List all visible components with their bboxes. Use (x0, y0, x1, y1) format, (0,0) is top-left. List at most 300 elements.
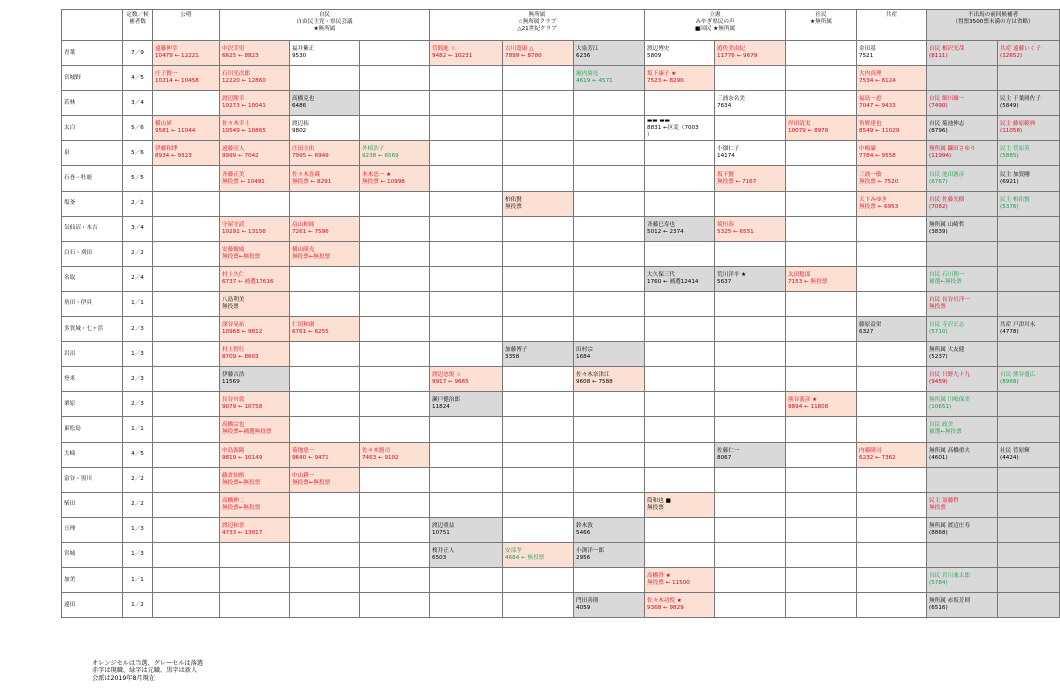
empty-cell (290, 567, 360, 592)
header-district (62, 10, 123, 41)
empty-cell (360, 367, 430, 392)
empty-cell (786, 467, 857, 492)
empty-cell (786, 91, 857, 116)
vote-count: (8111) (929, 53, 948, 60)
candidate-cell (290, 141, 360, 166)
candidate-cell (927, 467, 998, 492)
seat-count: 4／5 (123, 442, 153, 467)
seat-count: 2／3 (123, 367, 153, 392)
empty-cell (645, 241, 715, 266)
candidate-name-line (222, 172, 287, 179)
candidate-cell (998, 116, 1060, 141)
candidate-cell (998, 317, 1060, 342)
candidate-name-line (717, 222, 783, 229)
candidate-cell (998, 342, 1060, 367)
header-mushozoku: 無所属 ☆無所属クラブ △21世紀クラブ (430, 10, 645, 41)
seat-count: 2／2 (123, 492, 153, 517)
candidate-name: 自民 熊谷盛広 (1000, 372, 1036, 379)
candidate-cell (220, 266, 290, 291)
candidate-name: 天下みゆき (859, 196, 888, 203)
candidate-name: 伊藤和博 (155, 146, 178, 153)
candidate-cell (645, 266, 715, 291)
vote-line (292, 179, 357, 186)
candidate-cell (786, 116, 857, 141)
candidate-name-line (432, 372, 500, 379)
empty-cell (153, 542, 220, 567)
district-name: 塩釜 (62, 191, 123, 216)
candidate-name-line (222, 222, 287, 229)
empty-cell (430, 191, 503, 216)
header-shamin: 社民 ★無所属 (786, 10, 857, 41)
candidate-name: 大久保三代 (647, 271, 675, 278)
empty-cell (290, 291, 360, 316)
vote-count: 無投票 ← 10491 (222, 178, 265, 185)
candidate-cell (290, 166, 360, 191)
empty-cell (645, 367, 715, 392)
vote-count: (3839) (929, 228, 948, 235)
candidate-name-line (647, 498, 712, 505)
empty-cell (430, 317, 503, 342)
vote-line (929, 530, 995, 537)
vote-count: (5784) (929, 580, 948, 587)
vote-line (222, 103, 287, 110)
candidate-cell (574, 517, 645, 542)
candidate-cell (998, 141, 1060, 166)
empty-cell (645, 442, 715, 467)
candidate-cell (290, 467, 360, 492)
candidate-name: 伊藤吉浩 (222, 372, 245, 379)
vote-count: 無投票 (929, 303, 946, 310)
candidate-cell (645, 492, 715, 517)
empty-cell (715, 191, 786, 216)
empty-cell (430, 442, 503, 467)
candidate-name: 長谷川敦 (222, 397, 245, 404)
empty-cell (786, 417, 857, 442)
empty-cell (574, 291, 645, 316)
candidate-name: 渡辺博史 (647, 46, 670, 53)
vote-line (647, 78, 712, 85)
candidate-name-line (362, 146, 427, 153)
candidate-cell (220, 41, 290, 66)
candidate-name: 本木忠一 ★ (362, 171, 392, 178)
candidate-name-line (647, 222, 712, 229)
candidate-name: 大泉芳江 (576, 46, 599, 53)
vote-count: (11058) (1000, 128, 1023, 135)
candidate-name-line (155, 146, 217, 153)
candidate-name: 菅間進 ☆ (432, 46, 456, 53)
seat-count: 1／2 (123, 593, 153, 618)
vote-count: (5710) (929, 329, 948, 336)
vote-line (222, 354, 287, 361)
candidate-name-line (432, 46, 500, 53)
district-name: 宮城 (62, 542, 123, 567)
candidate-name-line (222, 397, 287, 404)
candidate-cell (290, 241, 360, 266)
empty-cell (857, 492, 927, 517)
empty-cell (645, 191, 715, 216)
vote-count: 6737 ← 補選17616 (222, 278, 274, 285)
empty-cell (857, 392, 927, 417)
empty-cell (290, 342, 360, 367)
candidate-cell (998, 467, 1060, 492)
candidate-name-line (292, 172, 357, 179)
vote-line (859, 204, 924, 211)
vote-count: 無投票←補選無投票 (222, 429, 272, 436)
empty-cell (574, 467, 645, 492)
empty-cell (360, 517, 430, 542)
candidate-cell (290, 116, 360, 141)
vote-count: 6625 ← 8823 (222, 53, 259, 60)
vote-line (576, 379, 642, 386)
empty-cell (430, 266, 503, 291)
empty-cell (574, 216, 645, 241)
candidate-cell (927, 442, 998, 467)
candidate-name: 外崎浩子 (362, 146, 385, 153)
vote-line (717, 229, 783, 236)
vote-count: 5466 (576, 529, 591, 536)
empty-cell (430, 342, 503, 367)
empty-cell (574, 191, 645, 216)
empty-cell (430, 291, 503, 316)
district-row (62, 216, 1060, 241)
empty-cell (153, 417, 220, 442)
candidate-name-line (788, 397, 854, 404)
empty-cell (857, 367, 927, 392)
candidate-cell (927, 91, 998, 116)
candidate-cell (998, 91, 1060, 116)
candidate-name-line (929, 146, 995, 153)
candidate-name: 自民 相沢光哉 (929, 46, 965, 53)
district-name: 大崎 (62, 442, 123, 467)
candidate-name: 共産 戸津川永 (1000, 322, 1036, 329)
candidate-name: 斉藤正美 (222, 171, 245, 178)
vote-line (1000, 103, 1057, 110)
vote-line (647, 580, 712, 587)
empty-cell (503, 66, 574, 91)
vote-line (647, 229, 712, 236)
empty-cell (857, 266, 927, 291)
empty-cell (715, 417, 786, 442)
empty-cell (360, 291, 430, 316)
candidate-name-line (292, 247, 357, 254)
seat-count: 5／5 (123, 166, 153, 191)
vote-count: 10079 ← 8978 (788, 128, 829, 135)
empty-cell (503, 467, 574, 492)
vote-line (222, 254, 287, 261)
vote-line (155, 78, 217, 85)
candidate-name-line (292, 448, 357, 455)
empty-cell (220, 542, 290, 567)
candidate-name: 金田基 (859, 46, 876, 53)
candidate-cell (645, 216, 715, 241)
candidate-name-line (505, 548, 571, 555)
candidate-name: 民主 須藤哲 (929, 497, 959, 504)
vote-count: (4778) (1000, 329, 1019, 336)
empty-cell (574, 166, 645, 191)
vote-count: 9581 ← 11044 (155, 128, 196, 135)
seat-count: 1／1 (123, 291, 153, 316)
district-row (62, 442, 1060, 467)
vote-line (859, 78, 924, 85)
empty-cell (153, 291, 220, 316)
vote-line (505, 555, 571, 562)
empty-cell (786, 66, 857, 91)
empty-cell (503, 291, 574, 316)
vote-count: 11824 (432, 404, 450, 411)
candidate-cell (857, 191, 927, 216)
seat-count: 1／1 (123, 567, 153, 592)
vote-line (717, 179, 783, 186)
candidate-name-line (717, 172, 783, 179)
candidate-name: 筒和也 ■ (647, 497, 671, 504)
vote-line (929, 128, 995, 135)
candidate-cell (290, 41, 360, 66)
header-kyosan: 共産 (857, 10, 927, 41)
empty-cell (786, 317, 857, 342)
candidate-name-line (155, 71, 217, 78)
empty-cell (503, 593, 574, 618)
candidate-cell (927, 191, 998, 216)
district-name: 石巻・牡鹿 (62, 166, 123, 191)
candidate-name: 菊地恵一 (292, 447, 315, 454)
seat-count: 2／2 (123, 467, 153, 492)
empty-cell (857, 216, 927, 241)
empty-cell (360, 241, 430, 266)
empty-cell (290, 266, 360, 291)
candidate-cell (998, 492, 1060, 517)
seat-count: 1／3 (123, 542, 153, 567)
candidate-cell (998, 241, 1060, 266)
candidate-name-line (222, 121, 287, 128)
candidate-name-line (222, 297, 287, 304)
vote-line (859, 128, 924, 135)
candidate-name-line (647, 573, 712, 580)
empty-cell (574, 91, 645, 116)
candidate-name: 吉川寛康 △ (505, 46, 534, 53)
candidate-cell (786, 392, 857, 417)
district-row (62, 291, 1060, 316)
vote-line (859, 53, 924, 60)
candidate-cell (220, 166, 290, 191)
empty-cell (360, 392, 430, 417)
candidate-name: 社民 菅原輝 (1000, 447, 1030, 454)
candidate-name-line (929, 272, 995, 279)
vote-line (1000, 204, 1057, 211)
vote-count: 7899 ← 8780 (505, 53, 542, 60)
candidate-name: 無所属 川嶋保美 (929, 397, 970, 404)
candidate-cell (857, 141, 927, 166)
candidate-name-line (222, 71, 287, 78)
header-komei: 公明 (153, 10, 220, 41)
candidate-name: 渡辺重益 (432, 522, 455, 529)
district-name: 気仙沼・本吉 (62, 216, 123, 241)
empty-cell (430, 492, 503, 517)
candidate-name-line (859, 197, 924, 204)
empty-cell (503, 241, 574, 266)
vote-line (576, 53, 642, 60)
candidate-name-line (505, 197, 571, 204)
vote-count: 補選←無投票 (929, 429, 962, 436)
candidate-name-line (222, 146, 287, 153)
results-table (61, 9, 1060, 618)
district-name: 名取 (62, 266, 123, 291)
vote-count: (7490) (929, 103, 948, 110)
candidate-name-line (576, 372, 642, 379)
empty-cell (645, 291, 715, 316)
district-name: 亘理 (62, 517, 123, 542)
vote-count: 無投票 ← 6953 (859, 203, 899, 210)
empty-cell (360, 191, 430, 216)
candidate-name-line (222, 448, 287, 455)
empty-cell (503, 216, 574, 241)
candidate-name: 福島一恵 (859, 96, 882, 103)
candidate-name-line (292, 322, 357, 329)
candidate-cell (927, 166, 998, 191)
vote-count: 7634 (717, 103, 732, 110)
candidate-name: 横山昇 (155, 121, 172, 128)
candidate-cell (220, 442, 290, 467)
candidate-name: 自民 政美 (929, 422, 954, 429)
empty-cell (220, 593, 290, 618)
candidate-cell (574, 367, 645, 392)
empty-cell (645, 542, 715, 567)
vote-count: (4601) (929, 454, 948, 461)
candidate-cell (153, 41, 220, 66)
empty-cell (153, 467, 220, 492)
candidate-name-line (292, 96, 357, 103)
candidate-name: 八島利美 (222, 296, 245, 303)
empty-cell (503, 442, 574, 467)
candidate-name-line (929, 372, 995, 379)
candidate-name-line (929, 448, 995, 455)
vote-line (929, 229, 995, 236)
candidate-cell (998, 266, 1060, 291)
candidate-cell (927, 241, 998, 266)
vote-count: 7534 ← 8124 (859, 78, 896, 85)
candidate-name-line (292, 46, 357, 53)
candidate-name: 坂下賢 (717, 171, 734, 178)
empty-cell (430, 66, 503, 91)
candidate-name: 中沢幸男 (222, 46, 245, 53)
empty-cell (290, 191, 360, 216)
candidate-cell (857, 91, 927, 116)
candidate-name-line (717, 46, 783, 53)
vote-count: 9530 (292, 53, 307, 60)
footer-note-3: 会派は2019年8月現在 (92, 674, 155, 682)
candidate-cell (220, 141, 290, 166)
empty-cell (503, 417, 574, 442)
candidate-name-line (576, 598, 642, 605)
vote-count: 無投票 (222, 303, 239, 310)
vote-line (1000, 179, 1057, 186)
vote-line (222, 429, 287, 436)
empty-cell (153, 216, 220, 241)
candidate-name: 庄子賢一 (155, 71, 178, 78)
district-row (62, 241, 1060, 266)
vote-line (292, 480, 357, 487)
empty-cell (153, 266, 220, 291)
empty-cell (153, 442, 220, 467)
vote-line (292, 128, 357, 135)
district-name: 青葉 (62, 41, 123, 66)
vote-line (576, 530, 642, 537)
candidate-name-line (292, 121, 357, 128)
candidate-name: 畠山和純 (292, 221, 315, 228)
candidate-cell (153, 141, 220, 166)
candidate-cell (220, 417, 290, 442)
empty-cell (360, 492, 430, 517)
candidate-name-line (432, 548, 500, 555)
candidate-name-line (929, 297, 995, 304)
vote-line (576, 78, 642, 85)
vote-line (505, 354, 571, 361)
vote-count: 無投票 (929, 504, 946, 511)
candidate-name-line (929, 573, 995, 580)
vote-count: (12652) (1000, 53, 1023, 60)
candidate-name-line (717, 448, 783, 455)
vote-line (929, 103, 995, 110)
vote-line (222, 379, 287, 386)
empty-cell (645, 342, 715, 367)
candidate-name-line (788, 272, 854, 279)
vote-count: 9819 ← 10149 (222, 454, 263, 461)
empty-cell (786, 593, 857, 618)
candidate-name-line (576, 347, 642, 354)
empty-cell (220, 567, 290, 592)
empty-cell (153, 91, 220, 116)
vote-line (717, 455, 783, 462)
header-row (62, 10, 1060, 41)
candidate-name: 遊佐美由紀 (717, 46, 745, 53)
vote-count: 1760 ← 補選12414 (647, 278, 699, 285)
vote-line (1000, 53, 1057, 60)
vote-count: 6486 (292, 103, 307, 110)
vote-line (717, 53, 783, 60)
candidate-name: 自民 岩川兼太郎 (929, 573, 970, 580)
candidate-cell (574, 342, 645, 367)
candidate-name: 自民 菊池伸志 (929, 121, 965, 128)
candidate-name: 小畑仁子 (717, 146, 740, 153)
candidate-name: 熊谷義彦 ★ (788, 397, 818, 404)
empty-cell (645, 417, 715, 442)
candidate-cell (645, 116, 715, 141)
candidate-name: 藤原益栄 (859, 322, 882, 329)
vote-count: 2956 (576, 554, 591, 561)
candidate-name: 高橋宗也 (222, 422, 245, 429)
candidate-name: 自民 細川雄一 (929, 96, 965, 103)
empty-cell (574, 241, 645, 266)
vote-line (576, 605, 642, 612)
candidate-name-line (222, 498, 287, 505)
vote-line (929, 580, 995, 587)
empty-cell (360, 542, 430, 567)
district-name: 岩沼 (62, 342, 123, 367)
vote-line (432, 404, 500, 411)
candidate-name-line (929, 347, 995, 354)
vote-count: 11569 (222, 379, 240, 386)
candidate-cell (430, 517, 503, 542)
vote-count: 10479 ← 12221 (155, 53, 199, 60)
vote-count: (10651) (929, 404, 952, 411)
candidate-name: 瀬戸健治郎 (432, 397, 460, 404)
district-row (62, 91, 1060, 116)
candidate-name: 加藤博子 (505, 347, 528, 354)
empty-cell (503, 392, 574, 417)
candidate-name: 仁田和廣 (292, 322, 315, 329)
candidate-name-line (576, 71, 642, 78)
vote-line (292, 153, 357, 160)
empty-cell (857, 342, 927, 367)
